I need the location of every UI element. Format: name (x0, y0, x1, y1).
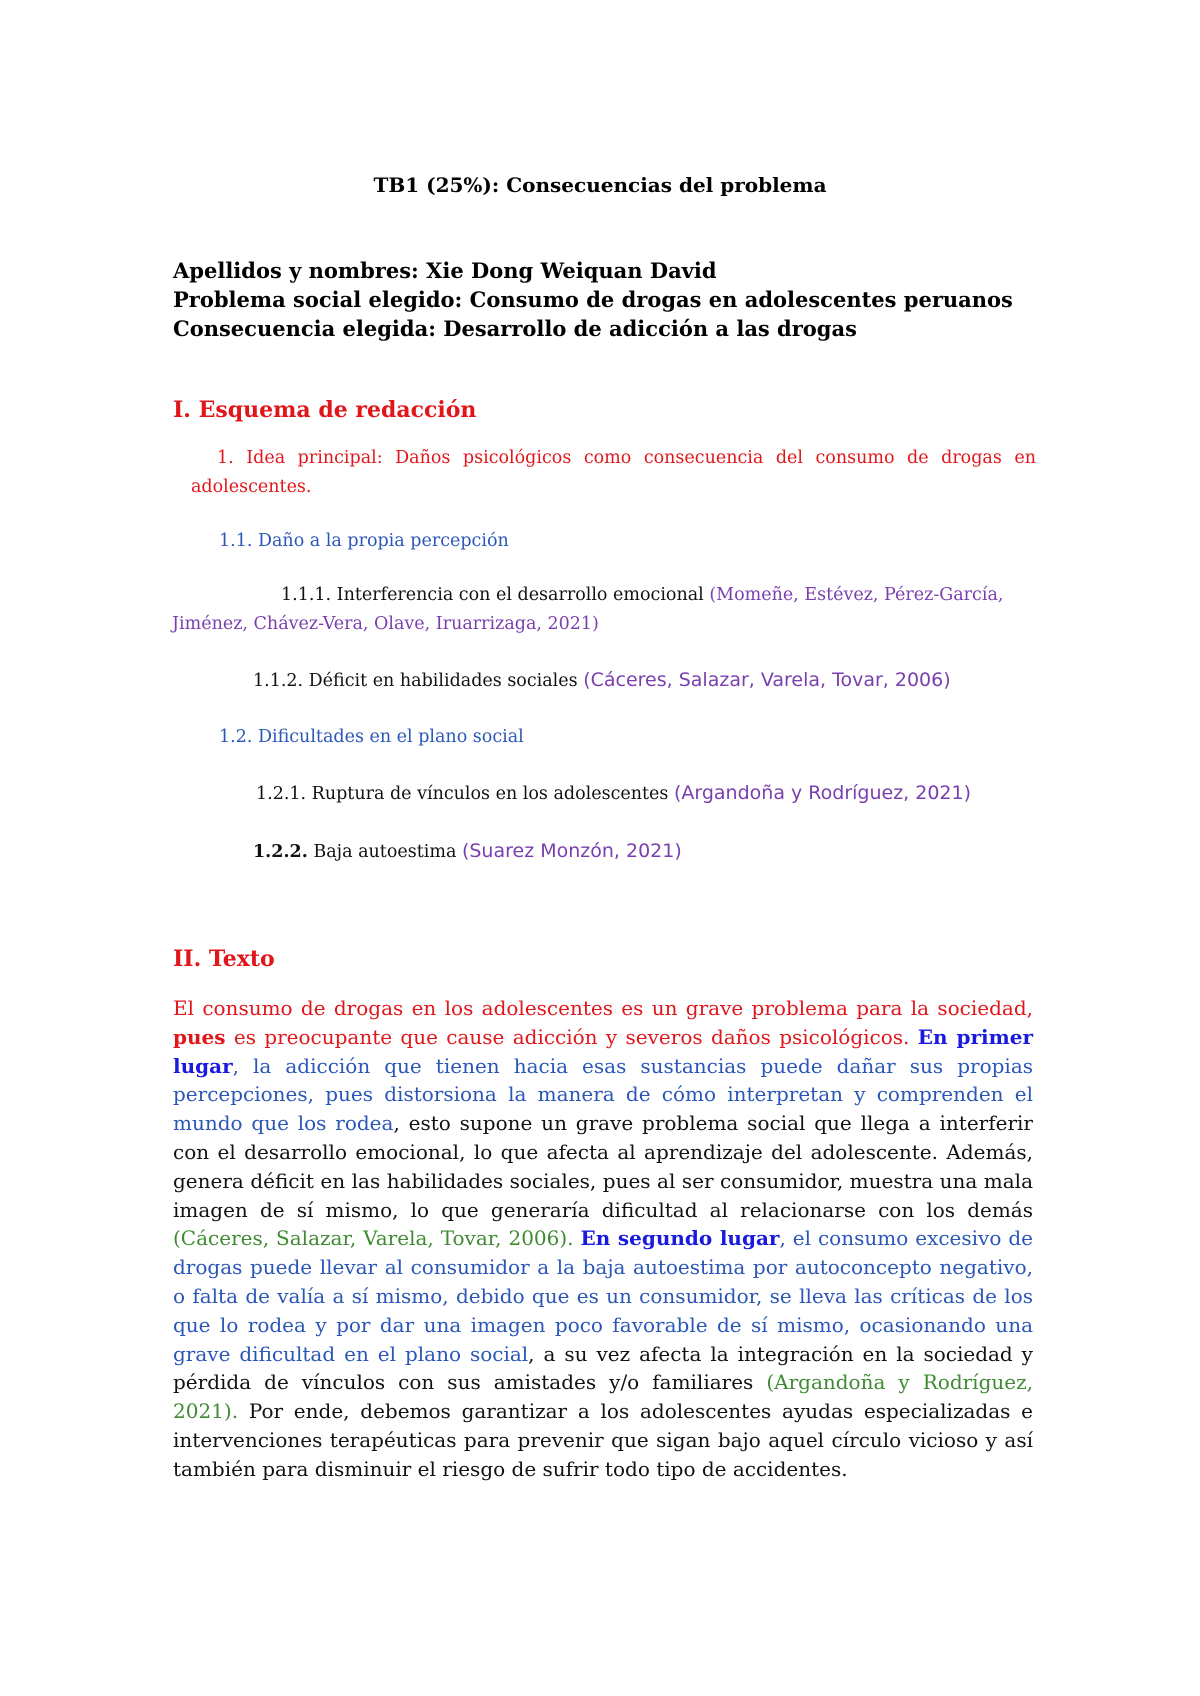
outline-item-text: 1.1.1. Interferencia con el desarrollo emocional (281, 585, 704, 605)
outline-item-text: Baja autoestima (313, 842, 457, 862)
outline-item-1-2: 1.2. Dificultades en el plano social (219, 727, 524, 747)
essay-connector-second: En segundo lugar (580, 1226, 780, 1251)
outline-item-1-2-1 (256, 782, 971, 804)
outline-citation: (Argandoña y Rodríguez, 2021) (673, 782, 972, 804)
essay-intro-cont: es preocupante que cause adicción y severos daños psicológicos. (233, 1024, 910, 1049)
essay-connector-first: En primer lugar (173, 1024, 1034, 1078)
essay-citation-argandona: (Argandoña y Rodríguez, 2021). (173, 1370, 1033, 1424)
outline-item-text: 1.2.1. Ruptura de vínculos en los adolescentes (256, 784, 669, 804)
essay-citation-caceres: (Cáceres, Salazar, Varela, Tovar, 2006). (173, 1226, 574, 1251)
essay-conclusion: Por ende, debemos garantizar a los adolescentes ayudas especializadas e intervenciones terapéuticas para prevenir que sigan bajo aquel círculo vicioso y así también para disminuir el riesgo de sufrir todo tipo de accidentes. (173, 1399, 1033, 1481)
outline-citation: (Cáceres, Salazar, Varela, Tovar, 2006) (583, 669, 951, 691)
essay-intro: El consumo de drogas en los adolescentes es un grave problema para la sociedad, (173, 996, 1033, 1020)
document-title: TB1 (25%): Consecuencias del problema (373, 173, 827, 197)
main-idea-line2: adolescentes. (191, 477, 312, 497)
outline-item-1-2-2 (253, 840, 682, 862)
main-idea-line1: 1. Idea principal: Daños psicológicos como consecuencia del consumo de drogas en (217, 448, 1036, 468)
outline-item-text: 1.1.2. Déficit en habilidades sociales (253, 671, 578, 691)
chosen-consequence-line: Consecuencia elegida: Desarrollo de adicción a las drogas (173, 316, 857, 341)
outline-item-1-1: 1.1. Daño a la propia percepción (219, 531, 509, 551)
outline-heading: I. Esquema de redacción (173, 397, 477, 423)
social-problem-line: Problema social elegido: Consumo de drogas en adolescentes peruanos (173, 287, 1013, 312)
essay-point-one-detail: , esto supone un grave problema social que llega a interferir con el desarrollo emocional, lo que afecta al aprendizaje del adolescente. Además, genera déficit en las habilidades sociales, pues al ser consumidor, muestra una mala imagen de sí mismo, lo que generaría dificultad al relacionarse con los demás (173, 1111, 1033, 1222)
essay-connector-pues: pues (173, 1024, 226, 1049)
essay-point-one: , la adicción que tienen hacia esas sustancias puede dañar sus propias percepciones, pues distorsiona la manera de cómo interpretan y comprenden el mundo que los rodea (173, 1053, 1033, 1136)
author-line: Apellidos y nombres: Xie Dong Weiquan David (173, 258, 717, 283)
essay-paragraph (173, 994, 1033, 1484)
outline-item-1-1-2 (253, 669, 951, 691)
essay-point-two: , el consumo excesivo de drogas puede llevar al consumidor a la baja autoestima por autoconcepto negativo, o falta de valía a sí mismo, debido que es un consumidor, se lleva las críticas de los que lo rodea y por dar una imagen poco favorable de sí mismo, ocasionando una grave dificultad en el plano social (173, 1226, 1033, 1366)
outline-citation-continued: Jiménez, Chávez-Vera, Olave, Iruarrizaga, 2021) (172, 614, 599, 634)
essay-point-two-detail: , a su vez afecta la integración en la sociedad y pérdida de vínculos con sus amistades y/o familiares (173, 1341, 1033, 1395)
essay-heading: II. Texto (173, 946, 275, 972)
outline-item-1-1-1 (281, 585, 1003, 605)
outline-item-number: 1.2.2. (253, 842, 308, 862)
outline-citation: (Suarez Monzón, 2021) (461, 840, 682, 862)
outline-citation: (Momeñe, Estévez, Pérez-García, (709, 585, 1004, 605)
